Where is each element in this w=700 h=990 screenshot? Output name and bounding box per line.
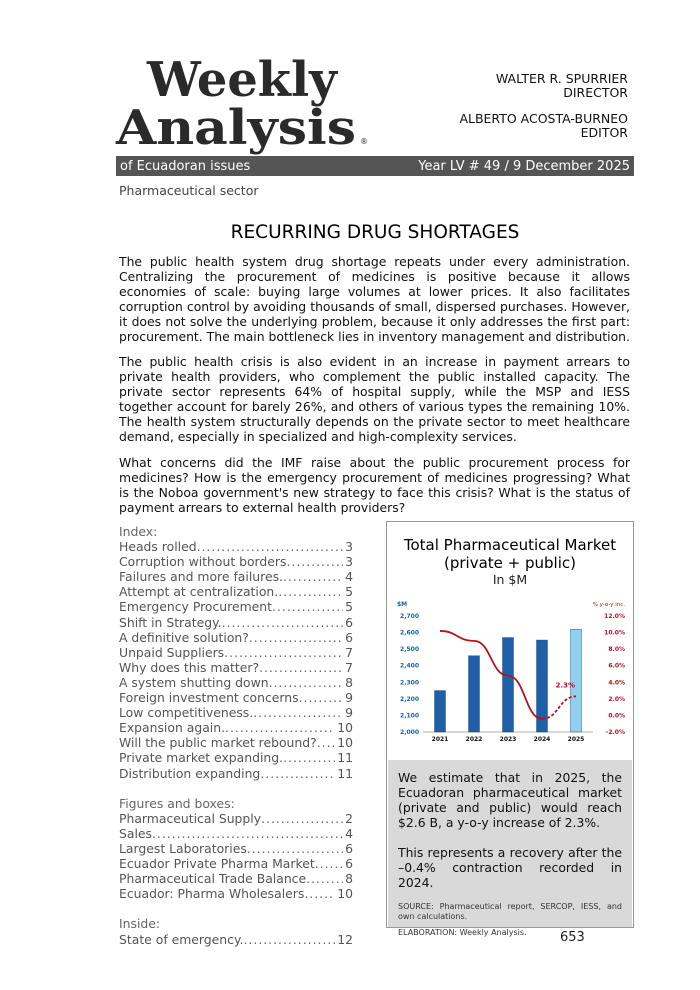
dot-leader [253, 705, 343, 720]
index-entry-page: 5 [345, 584, 353, 600]
index-entry-page: 10 [337, 735, 353, 751]
y-axis-label: $M [397, 601, 408, 608]
dot-leader [304, 886, 335, 901]
figure-entry-page: 4 [345, 825, 353, 841]
figure-entry [119, 841, 353, 856]
dot-leader [152, 826, 343, 841]
index-entry-page: 7 [345, 659, 353, 675]
figures-heading: Figures and boxes: [119, 795, 235, 811]
index-entry [119, 690, 353, 705]
growth-annotation: 2.3% [555, 681, 575, 690]
index-entry [119, 645, 353, 660]
x-tick-label: 2024 [533, 736, 551, 743]
y2-axis-label: % y-o-y inc. [592, 602, 625, 608]
y-tick-label: 2,700 [400, 613, 419, 620]
y-tick-label: 2,100 [400, 712, 419, 720]
index-entry [119, 720, 353, 735]
index-entry-label: A system shutting down [119, 674, 269, 690]
logo-weekly: Weekly [146, 52, 340, 108]
index-entry-page: 11 [337, 765, 353, 781]
figure-entry [119, 811, 353, 826]
article-headline: RECURRING DRUG SHORTAGES [230, 222, 520, 243]
index-entry [119, 766, 353, 781]
issue-band [116, 156, 634, 176]
bar-2021 [435, 691, 446, 732]
estimate-text: We estimate that in 2025, the Ecuadoran pharmaceutical market (private and public) would reach $2.6 B, a y-o-y increase of 2.3%. [398, 770, 622, 830]
index-entry-page: 7 [345, 644, 353, 660]
figure-entry-label: Ecuador: Pharma Wholesalers [119, 886, 305, 902]
dot-leader [249, 630, 343, 645]
y2-tick-label: 10.0% [604, 629, 625, 637]
dot-leader [247, 841, 343, 856]
page-number: 653 [560, 930, 585, 945]
y-tick-label: 2,500 [400, 646, 419, 654]
index-entry-label: Unpaid Suppliers [119, 644, 225, 660]
dot-leader [299, 690, 344, 705]
editor-title: EDITOR [580, 125, 628, 140]
index-entry-page: 3 [345, 539, 353, 555]
index-entry-page: 11 [337, 750, 353, 766]
dot-leader [222, 615, 344, 630]
index-entry-label: Emergency Procurement [119, 599, 272, 615]
index-entry-page: 5 [345, 599, 353, 615]
figure-entry-label: Pharmaceutical Trade Balance [119, 871, 307, 887]
figures-list [119, 811, 353, 902]
y2-tick-label: 6.0% [608, 662, 625, 670]
paragraph-2: The public health crisis is also evident in an increase in payment arrears to private health providers, who complement the public installed capacity. The private sector represents 64% of hospital supply, while the MSP and IESS together account for barely 26%, and others of various types the remaining 10%. The health system structurally depends on the private sector to meet healthcare demand, especially in specialized and high-complexity services. [119, 354, 630, 444]
y-tick-label: 2,000 [400, 729, 419, 736]
x-tick-label: 2023 [499, 736, 517, 743]
figure-entry-page: 6 [345, 840, 353, 856]
chart-title-line-2: (private + public) [444, 554, 576, 572]
dot-leader [261, 811, 343, 826]
masthead-staff [459, 72, 628, 140]
dot-leader [259, 660, 343, 675]
index-entry [119, 569, 353, 584]
index-entry [119, 599, 353, 614]
index-entry-label: Foreign investment concerns [119, 690, 299, 706]
y2-tick-label: 4.0% [608, 679, 625, 687]
market-chart-svg [393, 594, 629, 754]
dot-leader [272, 599, 343, 614]
index-entry-label: Expansion again. [119, 720, 226, 736]
elaboration-note: ELABORATION: Weekly Analysis. [398, 928, 527, 937]
index-entry [119, 660, 353, 675]
index-entry [119, 675, 353, 690]
index-entry-label: Heads rolled [119, 539, 197, 555]
market-box [386, 521, 634, 937]
dot-leader [278, 584, 343, 599]
index-entry-label: Corruption without borders [119, 554, 287, 570]
index-entry-page: 9 [345, 690, 353, 706]
section-label: Pharmaceutical sector [119, 183, 259, 198]
chart-title [387, 536, 633, 572]
dot-leader [197, 539, 344, 554]
index-entry-label: Private market expanding. [119, 750, 284, 766]
index-entry-label: Attempt at centralization. [119, 584, 279, 600]
yoy-growth-line [440, 631, 542, 719]
index-entry [119, 705, 353, 720]
recovery-text: This represents a recovery after the –0.4% contraction recorded in 2024. [398, 845, 622, 890]
index-entry [119, 539, 353, 554]
figure-entry-label: Largest Laboratories [119, 840, 247, 856]
index-entry-label: A definitive solution? [119, 629, 249, 645]
index-entry-page: 10 [337, 720, 353, 736]
index-entry-page: 4 [345, 569, 353, 585]
dot-leader [224, 645, 343, 660]
dot-leader [269, 675, 344, 690]
dot-leader [283, 750, 335, 765]
index-list [119, 539, 353, 781]
y2-tick-label: 8.0% [608, 646, 625, 654]
index-entry-label: Failures and more failures. [119, 569, 283, 585]
figure-entry-page: 6 [345, 856, 353, 872]
index-entry [119, 750, 353, 765]
index-entry-label: Why does this matter? [119, 659, 260, 675]
source-note: SOURCE: Pharmaceutical report, SERCOP, IESS, and own calculations. [398, 902, 622, 921]
market-chart [393, 594, 629, 754]
dot-leader [243, 932, 335, 947]
index-entry [119, 615, 353, 630]
y2-tick-label: 2.0% [608, 695, 625, 703]
y2-tick-label: 12.0% [604, 613, 625, 620]
figure-entry [119, 886, 353, 901]
inside-entry [119, 932, 353, 947]
x-tick-label: 2021 [431, 736, 449, 743]
inside-entry-page: 12 [337, 931, 353, 947]
paragraph-1: The public health system drug shortage repeats under every administration. Centralizing the procurement of medicines is positive because it allows economies of scale: buying large volumes at lower prices. It also facilitates corruption control by avoiding thousands of small, dispersed purchases. However, it does not solve the underlying problem, because it only addresses the first part: procurement. The main bottleneck lies in inventory management and distribution. [119, 254, 630, 344]
index-entry-page: 8 [345, 674, 353, 690]
index-entry [119, 630, 353, 645]
director-title: DIRECTOR [563, 85, 628, 100]
index-entry [119, 584, 353, 599]
index-column [119, 524, 353, 947]
inside-entry-label: State of emergency. [119, 931, 244, 947]
logo-analysis: Analysis [114, 100, 357, 156]
dot-leader [225, 720, 335, 735]
issue-info: Year LV # 49 / 9 December 2025 [418, 158, 630, 174]
index-heading: Index: [119, 524, 158, 539]
band-subtitle: of Ecuadoran issues [120, 158, 251, 174]
figure-entry-page: 8 [345, 871, 353, 887]
bar-2022 [469, 656, 480, 732]
figure-entry-label: Ecuador Private Pharma Market [119, 856, 315, 872]
inside-heading: Inside: [119, 916, 161, 932]
index-entry [119, 735, 353, 750]
figure-entry-label: Pharmaceutical Supply [119, 810, 262, 826]
paragraph-3: What concerns did the IMF raise about the public procurement process for medicines? How is the emergency procurement of medicines progressing? What is the Noboa government's new strategy to face this crisis? What is the status of payment arrears to external health providers? [119, 455, 630, 515]
chart-title-line-1: Total Pharmaceutical Market [403, 536, 617, 554]
dot-leader [315, 856, 343, 871]
index-entry-page: 6 [345, 614, 353, 630]
figure-entry [119, 826, 353, 841]
dot-leader [260, 766, 335, 781]
dot-leader [317, 735, 336, 750]
x-tick-label: 2022 [465, 736, 483, 743]
y-tick-label: 2,300 [400, 679, 419, 687]
index-entry-label: Will the public market rebound? [119, 735, 317, 751]
y-tick-label: 2,600 [400, 629, 419, 637]
index-entry-page: 3 [345, 554, 353, 570]
y-tick-label: 2,400 [400, 662, 419, 670]
index-entry-label: Shift in Strategy. [119, 614, 222, 630]
chart-units: In $M [492, 572, 528, 587]
director-name: WALTER R. SPURRIER [495, 71, 628, 86]
y2-tick-label: -2.0% [605, 729, 625, 736]
bar-2023 [503, 638, 514, 732]
dot-leader [283, 569, 343, 584]
index-entry [119, 554, 353, 569]
dot-leader [286, 554, 343, 569]
inside-list [119, 932, 353, 947]
index-entry-page: 6 [345, 629, 353, 645]
y-tick-label: 2,200 [400, 695, 419, 703]
figure-entry-page: 10 [337, 886, 353, 902]
y2-tick-label: 0.0% [608, 712, 625, 720]
x-tick-label: 2025 [567, 736, 585, 743]
weekly-analysis-logo [114, 52, 368, 156]
figure-entry-label: Sales [119, 825, 152, 841]
index-entry-label: Low competitiveness. [119, 705, 254, 721]
figure-entry [119, 856, 353, 871]
index-entry-label: Distribution expanding [119, 765, 261, 781]
editor-name: ALBERTO ACOSTA-BURNEO [459, 111, 628, 126]
dot-leader [306, 871, 343, 886]
logo-registered-mark: ® [360, 137, 368, 146]
index-entry-page: 9 [345, 705, 353, 721]
figure-entry [119, 871, 353, 886]
chart-notes [388, 760, 632, 937]
figure-entry-page: 2 [345, 810, 353, 826]
